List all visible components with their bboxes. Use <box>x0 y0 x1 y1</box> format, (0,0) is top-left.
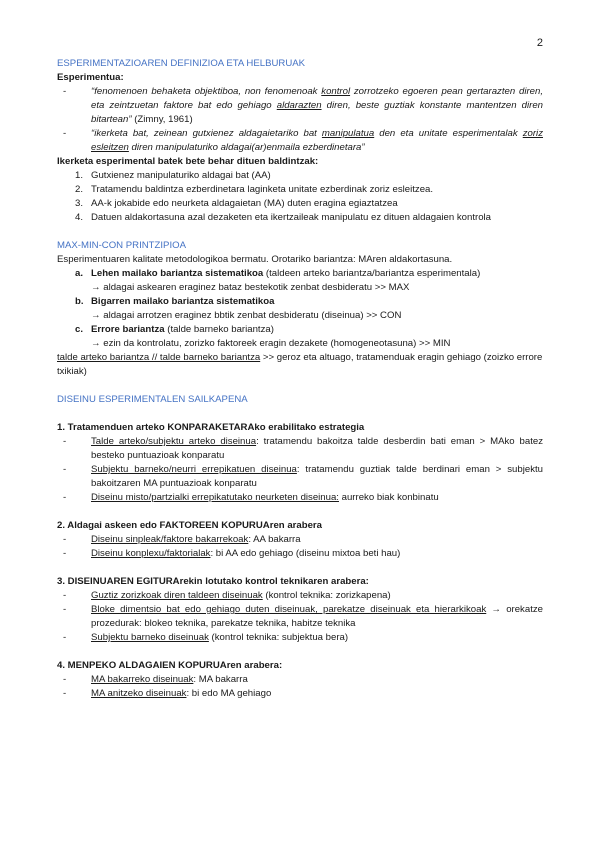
dash-marker: - <box>63 128 67 139</box>
list-item: - Diseinu misto/partzialki errepikatutako neurketen diseinua: aurreko biak konbinatu <box>63 492 439 503</box>
variance-item-a: a. Lehen mailako bariantza sistematikoa (taldeen arteko bariantza/bariantza esperimentala) <box>75 268 481 279</box>
list-item: - Diseinu sinpleak/faktore bakarrekoak: AA bakarra <box>63 534 301 545</box>
group-heading-factors: 2. Aldagai askeen edo FAKTOREEN KOPURUAren arabera <box>57 520 322 531</box>
list-item: - Bloke dimentsio bat edo gehiago duten diseinuak, parekatze diseinuak eta hierarkikoak → orekatze prozedurak: blokeo teknika, parekatze teknika, habitze teknika <box>63 604 543 629</box>
list-item: - Subjektu barneko/neurri errepikatuen diseinua: tratamendu guztiak talde berdinari eman > subjektu bakoitzaren MA puntuazioak konparatu <box>63 464 543 489</box>
section-heading-classification: DISEINU ESPERIMENTALEN SAILKAPENA <box>57 394 248 405</box>
maxmincon-intro: Esperimentuaren kalitate metodologikoa bermatu. Orotariko bariantza: MAren aldakortasuna. <box>57 254 453 265</box>
page-number: 2 <box>536 37 543 49</box>
group-heading-structure: 3. DISEINUAREN EGITURArekin lotutako kontrol teknikaren arabera: <box>57 576 369 587</box>
condition-item: 2. Tratamendu baldintza ezberdinetara laginketa unitate ezberdinak zoriz esleitzea. <box>75 184 434 195</box>
quote-zimny: - “fenomenoen behaketa objektiboa, non fenomenoak kontrol zorrotzeko egoeren pean gertarazten diren, eta zeintzuetan faktore bat edo gehiago aldarazten diren, beste guztiak konstante mantentzen diren bitartean” (Zimny, 1961) <box>63 86 543 125</box>
quote-definition-2: - “ikerketa bat, zeinean gutxienez aldagaietariko bat manipulatua den eta unitate esperimentalak zoriz esleitzen diren manipulaturiko aldagai(ar)enmaila ezberdinetara” <box>63 128 543 153</box>
section-heading-maxmincon: MAX-MIN-CON PRINTZIPIOA <box>57 240 186 251</box>
variance-c-detail: → ezin da kontrolatu, zorizko faktoreek eragin dezakete (homogeneotasuna) >> MIN <box>91 338 451 349</box>
variance-ratio-note: talde arteko bariantza // talde barneko bariantza >> geroz eta altuago, tratamenduak eragin gehiago (zoizko errore txikiak) <box>57 352 543 377</box>
variance-b-detail: → aldagai arrotzen eraginez bbtik zenbat desbideratu (diseinua) >> CON <box>91 310 402 321</box>
variance-item-b: b. Bigarren mailako bariantza sistematikoa <box>75 296 275 307</box>
condition-item: 1. Gutxienez manipulaturiko aldagai bat (AA) <box>75 170 271 181</box>
list-item: - Guztiz zorizkoak diren taldeen diseinuak (kontrol teknika: zorizkapena) <box>63 590 391 601</box>
conditions-label: Ikerketa esperimental batek bete behar dituen baldintzak: <box>57 156 319 167</box>
list-item: - MA bakarreko diseinuak: MA bakarra <box>63 674 248 685</box>
page-content <box>57 57 543 701</box>
group-heading-dependent-variables: 4. MENPEKO ALDAGAIEN KOPURUAren arabera: <box>57 660 283 671</box>
variance-a-detail: → aldagai askearen eraginez bataz bestekotik zenbat desbideratu >> MAX <box>91 282 410 293</box>
list-item: - Talde arteko/subjektu arteko diseinua: tratamendu bakoitza talde desberdin bati eman > MAko batez besteko puntuazioak konparatu <box>63 436 544 461</box>
section-heading-definition: ESPERIMENTAZIOAREN DEFINIZIOA ETA HELBURUAK <box>57 58 306 69</box>
list-item: - Subjektu barneko diseinuak (kontrol teknika: subjektua bera) <box>63 632 349 643</box>
citation: (Zimny, 1961) <box>131 114 193 125</box>
condition-item: 3. AA-k jokabide edo neurketa aldagaietan (MA) duten eragina egiaztatzea <box>75 198 398 209</box>
group-heading-comparison: 1. Tratamenduen arteko KONPARAKETARAko erabilitako estrategia <box>57 422 365 433</box>
esperimentua-label: Esperimentua: <box>57 72 124 83</box>
dash-marker: - <box>63 86 67 97</box>
list-item: - MA anitzeko diseinuak: bi edo MA gehiago <box>63 688 272 699</box>
variance-item-c: c. Errore bariantza (talde barneko bariantza) <box>75 324 274 335</box>
list-item: - Diseinu konplexu/faktorialak: bi AA edo gehiago (diseinu mixtoa beti hau) <box>63 548 401 559</box>
condition-item: 4. Datuen aldakortasuna azal dezaketen eta ikertzaileak manipulatu ez dituen aldagaien kontrola <box>75 212 492 223</box>
